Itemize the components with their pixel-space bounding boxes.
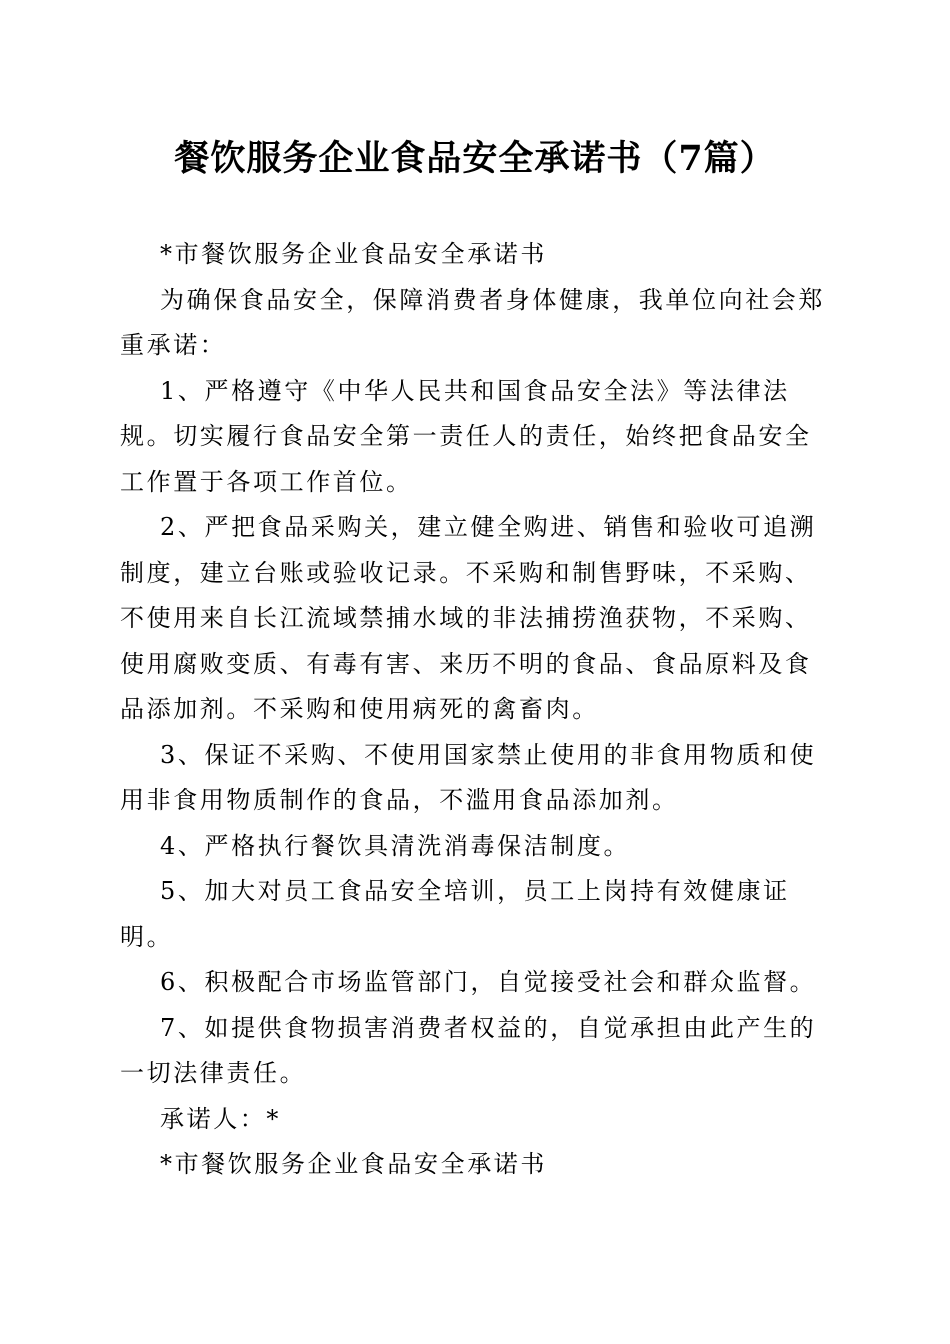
paragraph-signatory: 承诺人：* [160, 1104, 281, 1133]
paragraph-item-1: 1、严格遵守《中华人民共和国食品安全法》等法律法规。切实履行食品安全第一责任人的责任，始终把食品安全工作置于各项工作首位。 [120, 376, 812, 496]
paragraph-item-5: 5、加大对员工食品安全培训，员工上岗持有效健康证明。 [120, 877, 790, 951]
paragraph-item-2: 2、严把食品采购关，建立健全购进、销售和验收可追溯制度，建立台账或验收记录。不采购和制售野味，不采购、不使用来自长江流域禁捕水域的非法捕捞渔获物，不采购、使用腐败变质、有毒有害、来历不明的食品、食品原料及食品添加剂。不采购和使用病死的禽畜肉。 [120, 513, 817, 723]
document-title: 餐饮服务企业食品安全承诺书（7篇） [174, 138, 776, 179]
paragraph-item-4: 4、严格执行餐饮具清洗消毒保洁制度。 [160, 831, 631, 860]
document-body [120, 232, 830, 1188]
paragraph-heading: *市餐饮服务企业食品安全承诺书 [160, 240, 547, 268]
paragraph-item-3: 3、保证不采购、不使用国家禁止使用的非食用物质和使用非食用物质制作的食品，不滥用食品添加剂。 [120, 740, 817, 814]
paragraph-intro: 为确保食品安全，保障消费者身体健康，我单位向社会郑重承诺： [120, 285, 825, 359]
paragraph-item-6: 6、积极配合市场监管部门，自觉接受社会和群众监督。 [160, 968, 817, 996]
paragraph-next-heading: *市餐饮服务企业食品安全承诺书 [160, 1150, 547, 1178]
paragraph-item-7: 7、如提供食物损害消费者权益的，自觉承担由此产生的一切法律责任。 [120, 1013, 817, 1087]
